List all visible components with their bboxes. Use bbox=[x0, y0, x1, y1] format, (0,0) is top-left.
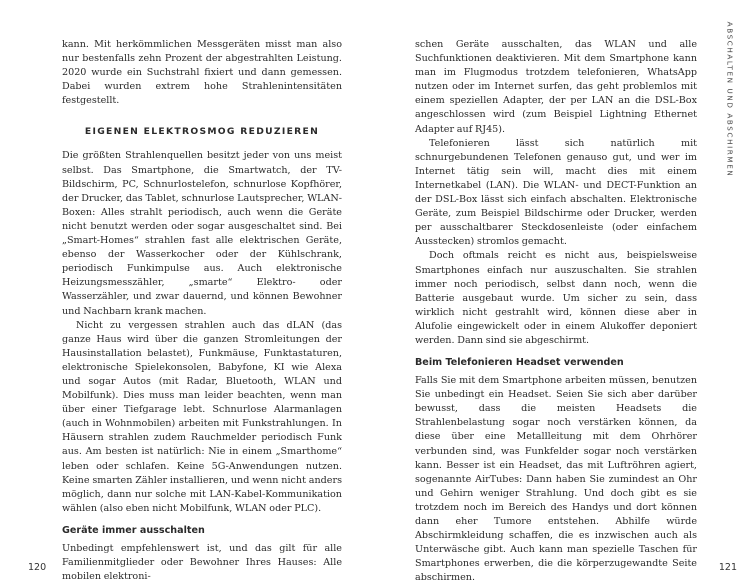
subheading: Geräte immer ausschalten bbox=[62, 524, 205, 536]
right-text-column bbox=[415, 38, 697, 585]
paragraph: Unbedingt empfehlenswert ist, und das gilt für alle Familienmitglieder oder Bewohner Ihres Hauses: Alle mobilen elektroni- bbox=[62, 542, 342, 583]
paragraph: schen Geräte ausschalten, das WLAN und alle Suchfunktionen deaktivieren. Mit dem Smartphone kann man im Flugmodus trotzdem telefonieren, WhatsApp nutzen oder im Internet surfen, das geht problemlos mit einem speziellen Adapter, der per LAN an die DSL-Box angeschlossen wird (zum Beispiel Lightning Ethernet Adapter auf RJ45). bbox=[415, 39, 697, 135]
page-number-right: 121 bbox=[718, 562, 737, 573]
running-head: ABSCHALTEN UND ABSCHIRMEN bbox=[725, 21, 735, 178]
page-number-left: 120 bbox=[28, 562, 47, 573]
left-text-column bbox=[62, 38, 342, 584]
paragraph: Nicht zu vergessen strahlen auch das dLAN (das ganze Haus wird über die ganzen Stromleitungen der Hausinstallation belastet), Funkmäuse, Funktastaturen, elektronische Spielekonsolen, Babyfone, KI wie Alexa und sogar Autos (mit Radar, Bluetooth, WLAN und Mobilfunk). Dies muss man leider beachten, wenn man über einer Tiefgarage lebt. Schnurlose Alarmanlagen (auch in Wohnmobilen) arbeiten mit Funkstrahlungen. In Häusern strahlen zudem Rauchmelder periodisch Funk aus. Am besten ist natürlich: Nie in einem „Smarthome“ leben oder schlafen. Keine 5G-Anwendungen nutzen. Keine smarten Zähler installieren, und wenn nicht anders möglich, dann nur solche mit LAN-Kabel-Kommunikation wählen (also eben nicht Mobilfunk, WLAN oder PLC). bbox=[62, 319, 342, 514]
left-page bbox=[0, 0, 375, 583]
subheading: Beim Telefonieren Headset verwenden bbox=[415, 357, 624, 369]
paragraph: Falls Sie mit dem Smartphone arbeiten müssen, benutzen Sie unbedingt ein Headset. Seien Sie sich aber darüber bewusst, dass die meisten Headsets die Strahlenbelastung sogar noch verstärken können, da diese über eine Metallleitung mit dem Ohrhörer verbunden sind, was Funkfelder sogar noch verstärken kann. Besser ist ein Headset, das mit Luftröhren agiert, sogenannte AirTubes: Dann haben Sie zumindest an Ohr und Gehirn weniger Strahlung. Und doch gibt es sie trotzdem noch im Bereich des Handys und dort können dann eher Tumore entstehen. Abhilfe würde Abschirmkleidung schaffen, die es inzwischen auch als Unterwäsche gibt. Auch kann man spezielle Taschen für Smartphones erwerben, die die körperzugewandte Seite abschirmen. bbox=[415, 375, 697, 584]
paragraph: kann. Mit herkömmlichen Messgeräten misst man also nur bestenfalls zehn Prozent der abgestrahlten Leistung. 2020 wurde ein Suchstrahl fixiert und dann gemessen. Dabei wurden extrem hohe Strahlenintensitäten festgestellt. bbox=[62, 39, 342, 107]
paragraph: Die größten Strahlenquellen besitzt jeder von uns meist selbst. Das Smartphone, die Smartwatch, der TV-Bildschirm, PC, Schnurlostelefon, schnurlose Kopfhörer, der Drucker, das Tablet, schnurlose Lautsprecher, WLAN-Boxen: Alles strahlt periodisch, auch wenn die Geräte nicht benutzt werden oder sogar ausgeschaltet sind. Bei „Smart-Homes“ strahlen fast alle elektrischen Geräte, ebenso der Wasserkocher oder der Kühlschrank, periodisch Funkimpulse aus. Auch elektronische Heizungsmesszähler, „smarte“ Elektro- oder Wasserzähler, und zwar dauernd, und können Bewohner und Nachbarn krank machen. bbox=[62, 150, 342, 317]
paragraph: Doch oftmals reicht es nicht aus, beispielsweise Smartphones einfach nur auszuschalten. Sie strahlen immer noch periodisch, selbst dann noch, wenn die Batterie ausgebaut wurde. Um sicher zu sein, dass wirklich nicht gestrahlt wird, können diese aber in Alufolie eingewickelt oder in einem Alukoffer deponiert werden. Dann sind sie abgeschirmt. bbox=[415, 250, 697, 346]
right-page bbox=[375, 0, 750, 583]
paragraph: Telefonieren lässt sich natürlich mit schnurgebundenen Telefonen genauso gut, und wer im Internet tätig sein will, macht dies mit einem Internetkabel (LAN). Die WLAN- und DECT-Funktion an der DSL-Box lässt sich einfach abschalten. Elektronische Geräte, zum Beispiel Bildschirme oder Drucker, werden per ausschaltbarer Steckdosenleiste (oder einfachem Ausstecken) stromlos gemacht. bbox=[415, 137, 697, 248]
section-heading: EIGENEN ELEKTROSMOG REDUZIEREN bbox=[84, 126, 320, 138]
